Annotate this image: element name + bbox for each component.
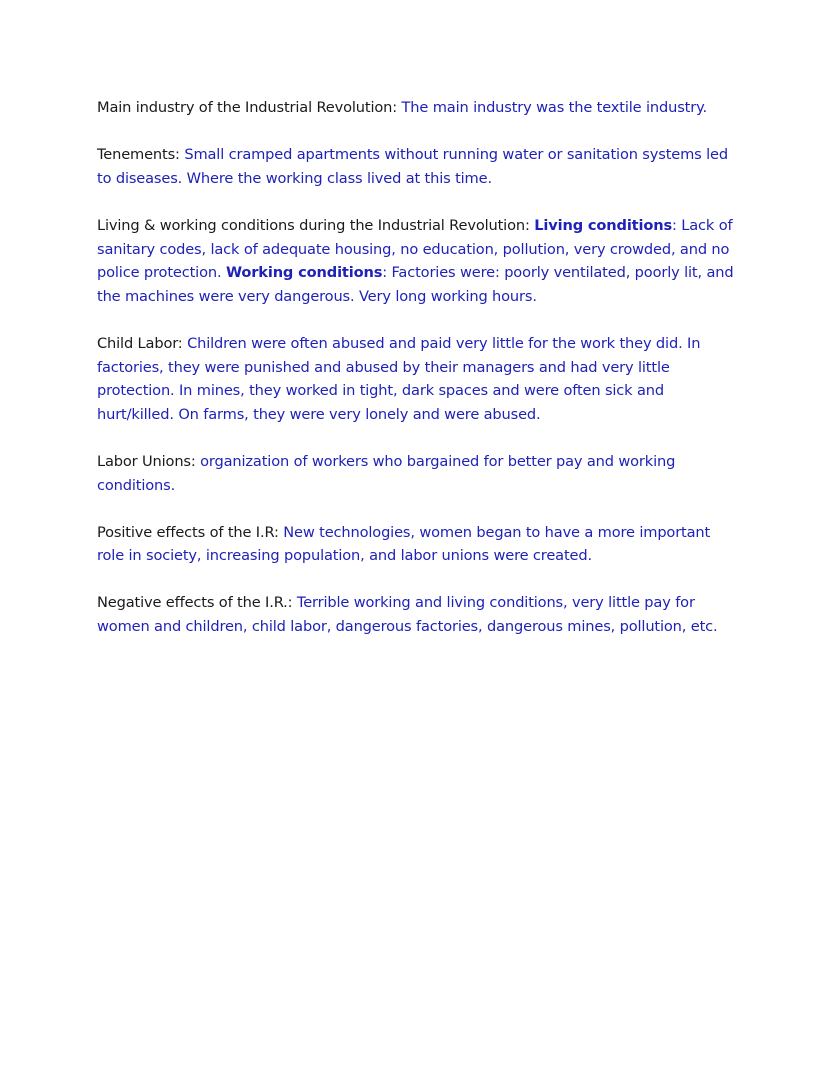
entry-main-industry (97, 96, 737, 120)
entry-term: Labor Unions: (97, 452, 196, 470)
entry-tenements (97, 143, 737, 190)
entry-child-labor (97, 332, 737, 426)
entry-definition: New technologies, women began to have a more important role in society, increasing population, and labor unions were created. (97, 523, 711, 565)
entry-term: Tenements: (97, 146, 180, 164)
document-page (97, 96, 737, 662)
working-conditions-text: : Factories were: poorly ventilated, poorly lit, and the machines were very dangerous. Very long working hours. (97, 264, 734, 305)
entry-labor-unions (97, 450, 737, 497)
entry-term: Main industry of the Industrial Revolution: (97, 99, 398, 116)
working-conditions-label: Working conditions (225, 264, 383, 282)
entry-definition: The main industry was the textile industry. (401, 99, 707, 116)
entry-term: Negative effects of the I.R.: (97, 594, 293, 612)
entry-definition: Children were often abused and paid very little for the work they did. In factories, they were punished and abused by their managers and had very little protection. In mines, they worked in tight, dark spaces and were often sick and hurt/killed. On farms, they were very lonely and were abused. (97, 334, 701, 423)
entry-definition: Terrible working and living conditions, very little pay for women and children, child labor, dangerous factories, dangerous mines, pollution, etc. (97, 594, 718, 636)
entry-term: Positive effects of the I.R: (97, 523, 279, 541)
entry-living-working-conditions (97, 214, 737, 308)
entry-definition: Small cramped apartments without running water or sanitation systems led to diseases. Where the working class lived at this time. (97, 146, 728, 187)
entry-term: Child Labor: (97, 334, 183, 352)
entry-positive-effects (97, 521, 737, 568)
entry-term: Living & working conditions during the Industrial Revolution: (97, 216, 530, 234)
entry-definition: organization of workers who bargained for better pay and working conditions. (97, 452, 676, 494)
living-conditions-label: Living conditions (534, 216, 673, 234)
entry-negative-effects (97, 591, 737, 638)
living-conditions-text: : Lack of sanitary codes, lack of adequate housing, no education, pollution, very crowded, and no police protection. (97, 216, 733, 282)
